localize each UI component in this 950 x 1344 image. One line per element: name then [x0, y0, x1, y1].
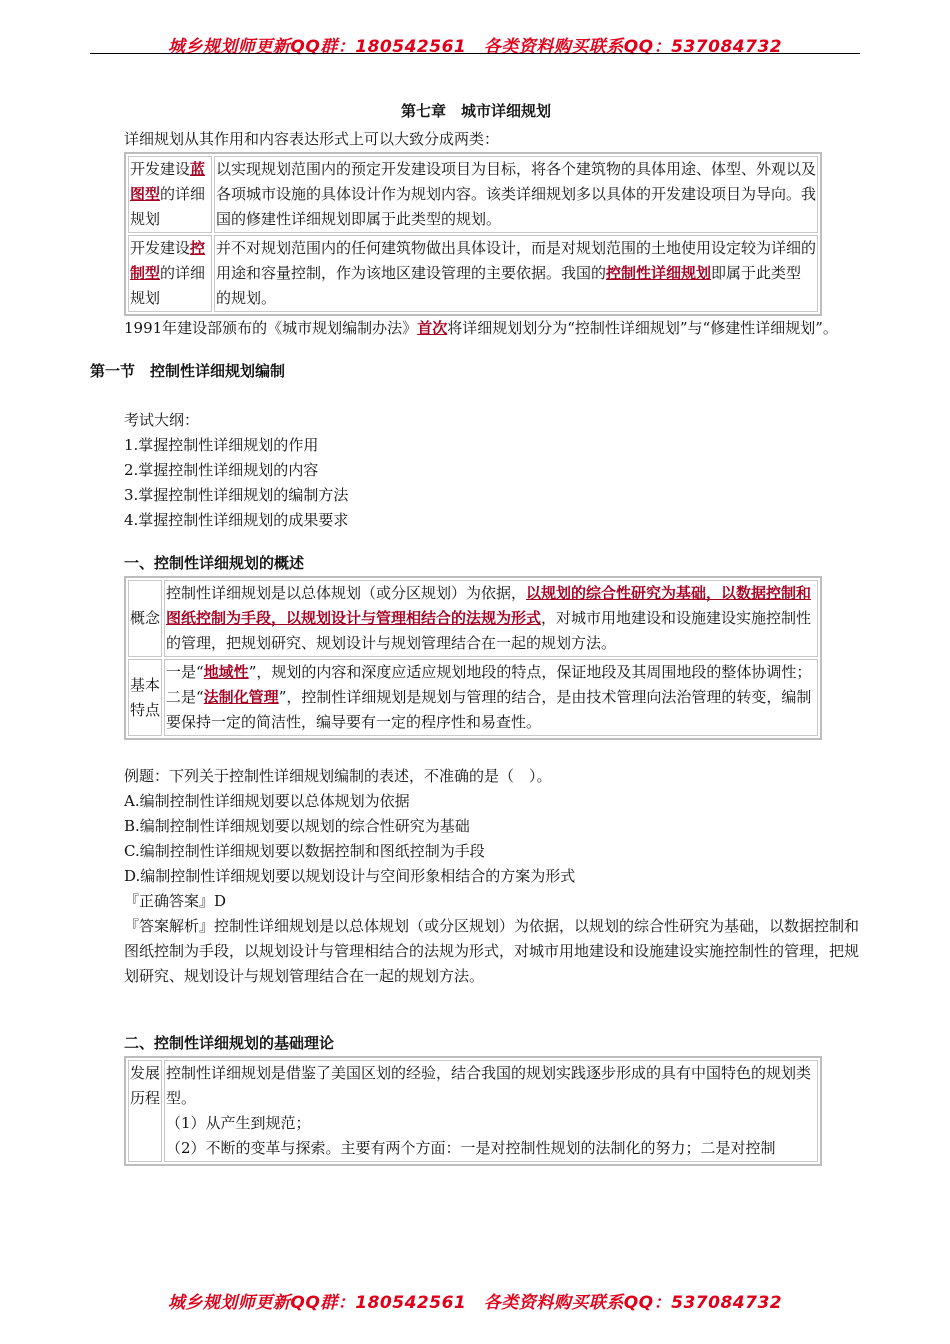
concept-text: 控制性详细规划是以总体规划（或分区规划）为依据，以规划的综合性研究为基础，以数据控制和图纸控制为手段，以规划设计与管理相结合的法规为形式，对城市用地建设和设施建设实施控制性的管理，把规划研究、规划设计与规划管理结合在一起的规划方法。 [164, 580, 818, 657]
outline-item: 2.掌握控制性详细规划的内容 [124, 461, 319, 479]
concept-label: 概念 [128, 580, 162, 657]
highlight-term: 法制化管理 [203, 688, 279, 706]
table-row [128, 235, 818, 312]
section-heading: 第一节 控制性详细规划编制 [90, 362, 286, 380]
development-label: 发展历程 [128, 1060, 162, 1162]
type-label-blueprint: 开发建设蓝图型的详细规划 [128, 156, 212, 233]
highlight-term: 控制性详细规划 [606, 264, 712, 282]
highlight-term: 蓝图型 [130, 160, 206, 203]
highlight-term: 首次 [417, 319, 448, 337]
highlight-term: 控制型 [130, 239, 206, 282]
example-option: D.编制控制性详细规划要以规划设计与空间形象相结合的方案为形式 [124, 867, 576, 885]
history-paragraph: 1991年建设部颁布的《城市规划编制办法》首次将详细规划划分为“控制性详细规划”与“修建性详细规划”。 [124, 319, 838, 337]
overview-table [124, 576, 822, 740]
theory-table [124, 1056, 822, 1166]
outline-title: 考试大纲： [124, 411, 200, 429]
example-question: 例题：下列关于控制性详细规划编制的表述，不准确的是（ ）。 [124, 767, 552, 785]
development-text: 控制性详细规划是借鉴了美国区划的经验，结合我国的规划实践逐步形成的具有中国特色的规划类型。 （1）从产生到规范； （2）不断的变革与探索。主要有两个方面：一是对控制性规划的法制化的努力；二是对控制 [164, 1060, 818, 1162]
highlight-term: 地域性 [203, 663, 249, 681]
features-label: 基本特点 [128, 659, 162, 736]
table-row [128, 580, 818, 657]
table-row [128, 156, 818, 233]
type-desc-blueprint: 以实现规划范围内的预定开发建设项目为目标，将各个建筑物的具体用途、体型、外观以及各项城市设施的具体设计作为规划内容。该类详细规划多以具体的开发建设项目为导向。我国的修建性详细规划即属于此类型的规划。 [214, 156, 818, 233]
example-option: C.编制控制性详细规划要以数据控制和图纸控制为手段 [124, 842, 485, 860]
type-desc-control: 并不对规划范围内的任何建筑物做出具体设计，而是对规划范围的土地使用设定较为详细的用途和容量控制，作为该地区建设管理的主要依据。我国的控制性详细规划即属于此类型的规划。 [214, 235, 818, 312]
example-analysis: 『答案解析』控制性详细规划是以总体规划（或分区规划）为依据，以规划的综合性研究为基础，以数据控制和图纸控制为手段，以规划设计与管理相结合的法规为形式，对城市用地建设和设施建设实施控制性的管理，把规划研究、规划设计与规划管理结合在一起的规划方法。 [124, 917, 860, 985]
outline-item: 3.掌握控制性详细规划的编制方法 [124, 486, 349, 504]
header-banner: 城乡规划师更新QQ群：180542561 各类资料购买联系QQ：537084732 [167, 37, 783, 57]
example-option: A.编制控制性详细规划要以总体规划为依据 [124, 792, 410, 810]
page-content [90, 100, 862, 1166]
outline-item: 4.掌握控制性详细规划的成果要求 [124, 511, 349, 529]
subsection-heading: 一、控制性详细规划的概述 [124, 554, 305, 572]
intro-paragraph: 详细规划从其作用和内容表达形式上可以大致分成两类： [124, 130, 500, 148]
highlight-term: 以规划的综合性研究为基础，以数据控制和图纸控制为手段，以规划设计与管理相结合的法规为形式 [166, 584, 812, 627]
chapter-title: 第七章 城市详细规划 [400, 102, 551, 120]
type-label-control: 开发建设控制型的详细规划 [128, 235, 212, 312]
table-row [128, 659, 818, 736]
header-rule [90, 53, 860, 54]
subsection-heading: 二、控制性详细规划的基础理论 [124, 1034, 335, 1052]
table-row [128, 1060, 818, 1162]
plan-types-table [124, 152, 822, 316]
footer-banner: 城乡规划师更新QQ群：180542561 各类资料购买联系QQ：537084732 [167, 1293, 783, 1313]
features-text: 一是“地域性”，规划的内容和深度应适应规划地段的特点，保证地段及其周围地段的整体协调性； 二是“法制化管理”，控制性详细规划是规划与管理的结合，是由技术管理向法治管理的转变，编制要保持一定的简洁性，编导要有一定的程序性和易查性。 [164, 659, 818, 736]
example-option: B.编制控制性详细规划要以规划的综合性研究为基础 [124, 817, 470, 835]
example-answer: 『正确答案』D [124, 892, 227, 910]
outline-item: 1.掌握控制性详细规划的作用 [124, 436, 319, 454]
